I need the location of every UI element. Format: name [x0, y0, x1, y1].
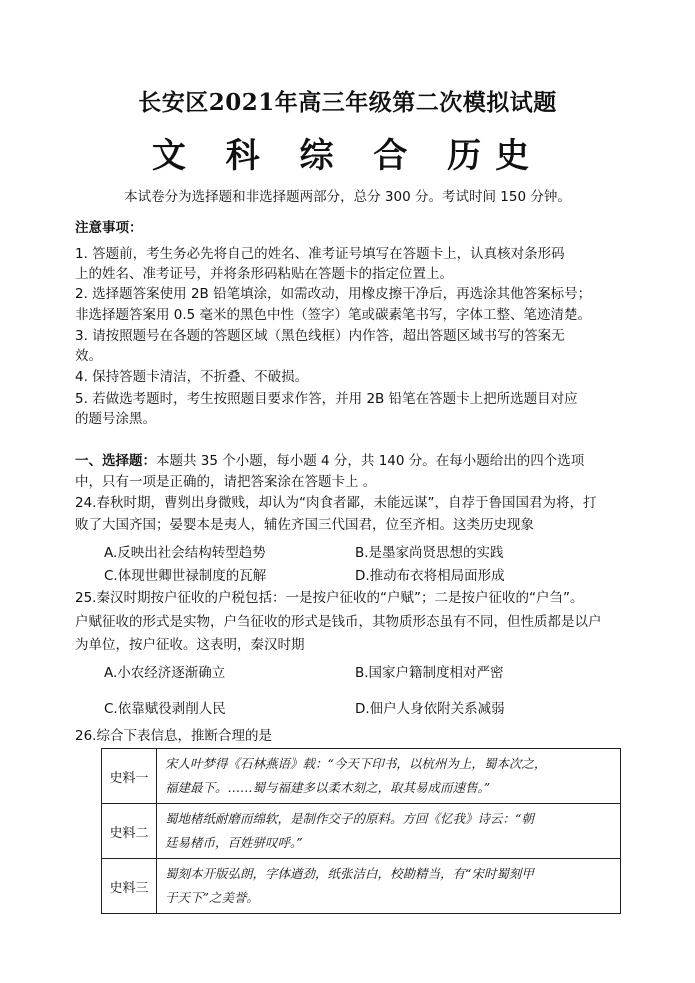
q25-option-c: C.依靠赋役剥削人民 — [104, 701, 226, 717]
q24-option-b: B.是墨家尚贤思想的实践 — [355, 545, 504, 561]
table-row — [102, 804, 621, 859]
notes-line: 5. 若做选考题时，考生按照题目要求作答，并用 2B 铅笔在答题卡上把所选题目对应 — [75, 391, 578, 407]
notes-line: 1. 答题前，考生务必先将自己的姓名、准考证号填写在答题卡上，认真核对条形码 — [75, 246, 565, 262]
source-text — [157, 804, 621, 859]
source-text-line: 福建最下。……蜀与福建多以柔木刻之，取其易成而速售。” — [165, 780, 491, 795]
source-text-line: 蜀地楮纸耐磨而绵软，是制作交子的原料。方回《忆我》诗云：“朝 — [165, 811, 534, 826]
q25-option-a: A.小农经济逐渐确立 — [104, 665, 226, 681]
q25-stem-line: 25.秦汉时期按户征收的户税包括：一是按户征收的“户赋”；二是按户征收的“户刍”。 — [75, 590, 584, 606]
q24-option-a: A.反映出社会结构转型趋势 — [104, 545, 266, 561]
notes-line: 上的姓名、准考证号，并将条形码粘贴在答题卡的指定位置上。 — [75, 266, 453, 282]
section1-line1 — [75, 451, 635, 471]
source-text — [157, 749, 621, 804]
notes-line: 3. 请按照题号在各题的答题区域（黑色线框）内作答，超出答题区域书写的答案无 — [75, 328, 565, 344]
exam-intro: 本试卷分为选择题和非选择题两部分，总分 300 分。考试时间 150 分钟。 — [124, 189, 571, 205]
notes-line: 2. 选择题答案使用 2B 铅笔填涂，如需改动，用橡皮擦干净后，再选涂其他答案标号； — [75, 286, 592, 302]
section1-label: 一、选择题： — [75, 453, 156, 469]
q25-option-b: B.国家户籍制度相对严密 — [355, 665, 504, 681]
section1-text: 本题共 35 个小题，每小题 4 分，共 140 分。在每小题给出的四个选项 — [156, 453, 585, 469]
source-text-line: 廷易楮币，百姓骈叹呼。” — [165, 835, 303, 850]
q25-stem-line: 户赋征收的形式是实物，户刍征收的形式是钱币，其物质形态虽有不同，但性质都是以户 — [75, 614, 602, 630]
notes-line: 效。 — [75, 348, 102, 364]
q25-option-d: D.佃户人身依附关系减弱 — [355, 701, 505, 717]
q26-stem: 26.综合下表信息，推断合理的是 — [75, 728, 272, 744]
q24-option-c: C.体现世卿世禄制度的瓦解 — [104, 568, 267, 584]
notes-line: 非选择题答案用 0.5 毫米的黑色中性（签字）笔或碳素笔书写，字体工整、笔迹清楚。 — [75, 307, 592, 323]
source-table — [101, 748, 621, 914]
table-row — [102, 749, 621, 804]
source-label: 史料一 — [102, 749, 157, 804]
exam-subject-title: 文 科 综 合 历史 — [151, 136, 544, 176]
source-text-line: 于天下”之美誉。 — [165, 890, 259, 905]
q24-stem-line: 24.春秋时期，曹刿出身微贱，却认为“肉食者鄙，未能远谋”，自荐于鲁国国君为将，打 — [75, 495, 597, 511]
source-text-line: 蜀刻本开版弘朗，字体遒劲，纸张洁白，校勘精当，有“宋时蜀刻甲 — [165, 866, 534, 881]
q25-stem-line: 为单位，按户征收。这表明，秦汉时期 — [75, 637, 305, 653]
source-label: 史料二 — [102, 804, 157, 859]
notes-heading: 注意事项： — [75, 220, 143, 236]
notes-line: 4. 保持答题卡清洁，不折叠、不破损。 — [75, 369, 309, 385]
q24-option-d: D.推动布衣将相局面形成 — [355, 568, 505, 584]
notes-line: 的题号涂黑。 — [75, 411, 156, 427]
section1-line2: 中，只有一项是正确的，请把答案涂在答题卡上 。 — [75, 474, 377, 490]
exam-title: 长安区2021年高三年级第二次模拟试题 — [138, 89, 557, 116]
source-text — [157, 859, 621, 914]
source-text-line: 宋人叶梦得《石林燕语》载：“今天下印书，以杭州为上，蜀本次之， — [165, 756, 547, 771]
source-label: 史料三 — [102, 859, 157, 914]
table-row — [102, 859, 621, 914]
q24-stem-line: 败了大国齐国；晏婴本是夷人，辅佐齐国三代国君，位至齐相。这类历史现象 — [75, 517, 534, 533]
